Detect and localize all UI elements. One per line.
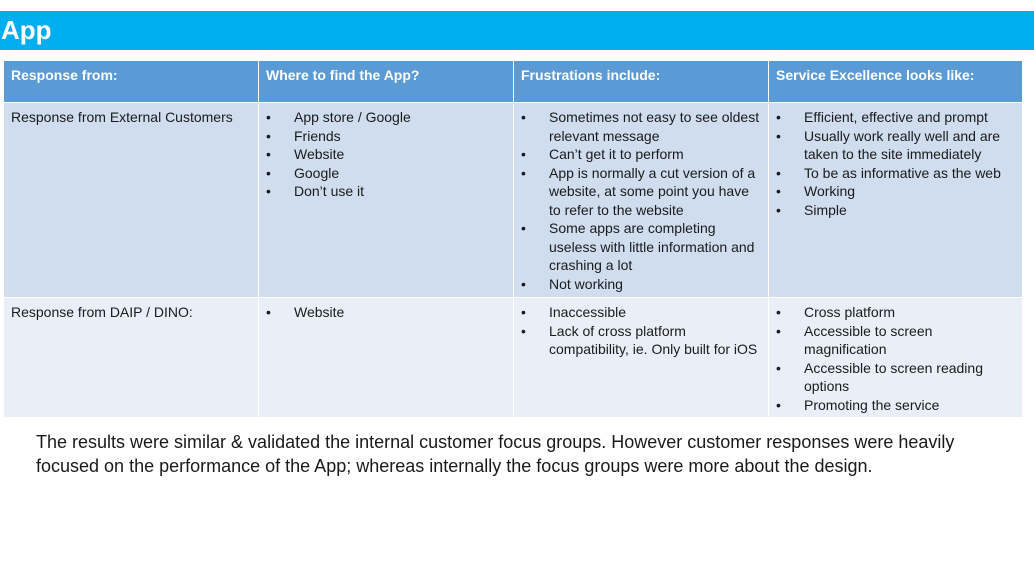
cell-service-excellence bbox=[769, 103, 1023, 298]
list-item-text: Simple bbox=[804, 201, 847, 218]
bullet-marker: • bbox=[776, 396, 781, 413]
list-item-text: Some apps are completing useless with little information and crashing a lot bbox=[549, 220, 755, 273]
cell-response-source: Response from DAIP / DINO: bbox=[4, 298, 259, 418]
list-item-text: Google bbox=[294, 164, 340, 181]
bullet-marker: • bbox=[776, 304, 781, 320]
list-item-text: Website bbox=[294, 304, 345, 320]
bullet-marker: • bbox=[266, 164, 271, 181]
cell-frustrations bbox=[514, 103, 769, 298]
list-item bbox=[266, 303, 506, 322]
list-item-text: Accessible to screen magnification bbox=[804, 322, 933, 357]
bullet-marker: • bbox=[521, 109, 526, 125]
list-item-text: Friends bbox=[294, 127, 341, 144]
bullet-marker: • bbox=[266, 127, 271, 144]
where-list bbox=[266, 108, 506, 201]
bullet-marker: • bbox=[266, 109, 271, 125]
bullet-marker: • bbox=[776, 322, 781, 339]
table-header-row bbox=[4, 61, 1023, 103]
summary-text: The results were similar & validated the internal customer focus groups. However customer responses were heavily focused on the performance of the App; whereas internally the focus groups were more about the design. bbox=[36, 432, 955, 476]
header-response-from: Response from: bbox=[4, 61, 259, 103]
bullet-marker: • bbox=[776, 201, 781, 218]
bullet-marker: • bbox=[521, 304, 526, 320]
cell-response-source: Response from External Customers bbox=[4, 103, 259, 298]
list-item-text: Accessible to screen reading options bbox=[804, 359, 983, 394]
list-item-text: Website bbox=[294, 146, 345, 162]
header-service-excellence: Service Excellence looks like: bbox=[769, 61, 1023, 103]
list-item bbox=[266, 145, 506, 164]
frustrations-list bbox=[521, 108, 761, 293]
list-item bbox=[266, 164, 506, 183]
cell-where-to-find bbox=[259, 103, 514, 298]
list-item-text: Cross platform bbox=[804, 304, 896, 320]
bullet-marker: • bbox=[521, 146, 526, 162]
list-item bbox=[266, 127, 506, 146]
bullet-marker: • bbox=[776, 164, 781, 181]
bullet-marker: • bbox=[521, 275, 526, 292]
list-item bbox=[521, 275, 761, 294]
list-item-text: App store / Google bbox=[294, 109, 411, 125]
list-item-text: Usually work really well and are taken to the site immediately bbox=[804, 127, 1001, 162]
table-row bbox=[4, 103, 1023, 298]
list-item-text: Lack of cross platform compatibility, ie. Only built for iOS bbox=[549, 322, 758, 357]
list-item-text: Inaccessible bbox=[549, 304, 627, 320]
bullet-marker: • bbox=[266, 146, 271, 162]
table-row bbox=[4, 298, 1023, 418]
list-item bbox=[776, 201, 1015, 220]
list-item-text: Don’t use it bbox=[294, 183, 365, 199]
list-item bbox=[521, 303, 761, 322]
list-item bbox=[521, 164, 761, 220]
bullet-marker: • bbox=[266, 183, 271, 199]
title-bar bbox=[0, 11, 1034, 50]
bullet-marker: • bbox=[521, 322, 526, 339]
list-item bbox=[776, 108, 1015, 127]
frustrations-list bbox=[521, 303, 761, 359]
list-item bbox=[776, 182, 1015, 201]
list-item-text: App is normally a cut version of a website, at some point you have to refer to the website bbox=[549, 164, 756, 218]
list-item-text: Efficient, effective and prompt bbox=[804, 109, 988, 125]
list-item bbox=[521, 108, 761, 145]
bullet-marker: • bbox=[776, 359, 781, 376]
list-item bbox=[521, 219, 761, 275]
list-item-text: Working bbox=[804, 183, 856, 199]
list-item-text: Sometimes not easy to see oldest relevant message bbox=[549, 109, 760, 144]
response-table bbox=[3, 60, 1023, 418]
list-item bbox=[266, 182, 506, 201]
list-item-text: Can’t get it to perform bbox=[549, 146, 684, 162]
list-item bbox=[266, 108, 506, 127]
list-item bbox=[776, 322, 1015, 359]
list-item bbox=[776, 396, 1015, 415]
list-item-text: Not working bbox=[549, 275, 623, 292]
header-frustrations: Frustrations include: bbox=[514, 61, 769, 103]
list-item bbox=[776, 164, 1015, 183]
where-list bbox=[266, 303, 506, 322]
list-item-text: Promoting the service bbox=[804, 396, 940, 413]
slide-title: App bbox=[1, 15, 52, 45]
bullet-marker: • bbox=[521, 164, 526, 181]
excellence-list bbox=[776, 303, 1015, 414]
bullet-marker: • bbox=[776, 183, 781, 199]
list-item-text: To be as informative as the web bbox=[804, 164, 1001, 181]
bullet-marker: • bbox=[266, 304, 271, 320]
list-item bbox=[521, 145, 761, 164]
bullet-marker: • bbox=[776, 127, 781, 144]
list-item bbox=[521, 322, 761, 359]
cell-where-to-find bbox=[259, 298, 514, 418]
header-where-to-find: Where to find the App? bbox=[259, 61, 514, 103]
list-item bbox=[776, 303, 1015, 322]
list-item bbox=[776, 359, 1015, 396]
cell-service-excellence bbox=[769, 298, 1023, 418]
bullet-marker: • bbox=[521, 220, 526, 236]
excellence-list bbox=[776, 108, 1015, 219]
bullet-marker: • bbox=[776, 109, 781, 125]
cell-frustrations bbox=[514, 298, 769, 418]
list-item bbox=[776, 127, 1015, 164]
